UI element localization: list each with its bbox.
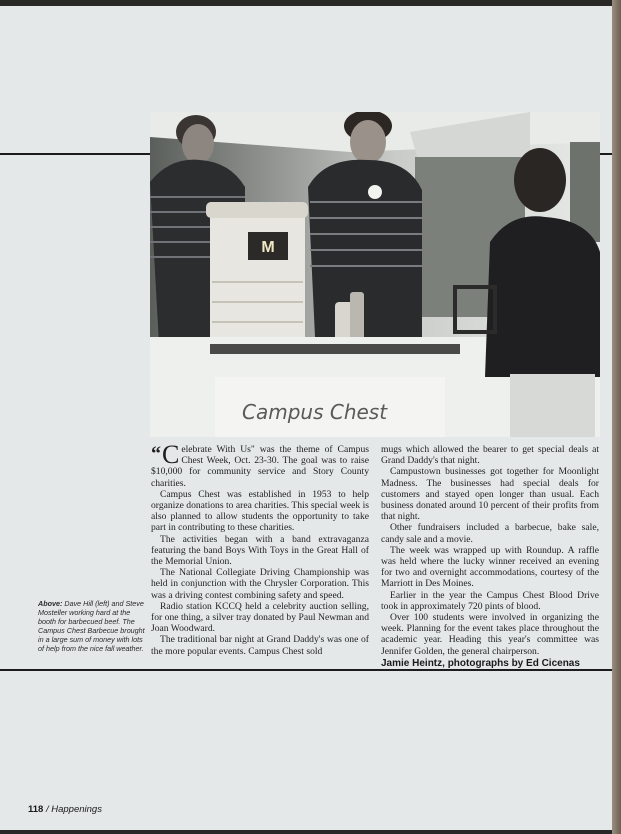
page-edge (612, 0, 621, 834)
article-paragraph: Campus Chest was established in 1953 to help organize donations to area charities. This special week is also planned to allow students the opportunity to take part in contributing to these charities. (151, 488, 369, 534)
article-paragraph: Radio station KCCQ held a celebrity auction selling, for one thing, a silver tray donated by Paul Newman and Joan Woodward. (151, 600, 369, 635)
article-paragraph: Over 100 students were involved in organizing the week. Planning for the event takes place throughout the academic year. Heading this year's committee was Jennifer Golden, the general chairperson. (381, 612, 599, 657)
article-paragraph: Campustown businesses got together for Moonlight Madness. The businesses had special deals for customers and stayed open longer than usual. Each business donated around 10 percent of their profits from that night. (381, 466, 599, 523)
article-paragraph: Earlier in the year the Campus Chest Blood Drive took in approximately 720 pints of blood. (381, 589, 599, 612)
article-paragraph: mugs which allowed the bearer to get special deals at Grand Daddy's that night. (381, 444, 599, 467)
article-paragraph: Other fundraisers included a barbecue, bake sale, candy sale and a movie. (381, 522, 599, 545)
photo-sign-text: Campus Chest (242, 400, 388, 424)
page-folio (28, 804, 102, 815)
dropcap-letter: C (162, 440, 180, 469)
section-name: Happenings (51, 804, 102, 815)
caption-text: Dave Hill (left) and Steve Mosteller working hard at the booth for barbecued beef. The Campus Chest Barbecue brought in a large sum of money with lots of help from the nice fall weather. (38, 599, 145, 653)
opening-quote-mark: “ (151, 443, 161, 465)
magazine-page (0, 6, 612, 830)
top-rule-right (600, 153, 612, 155)
article-paragraph: The traditional bar night at Grand Daddy's was one of the more popular events. Campus Chest sold (151, 634, 369, 657)
article-paragraph: The activities began with a band extravaganza featuring the band Boys With Toys in the Great Hall of the Memorial Union. (151, 533, 369, 568)
article-column-right (381, 444, 599, 657)
booth-photo (150, 112, 600, 437)
article-column-left (151, 440, 369, 657)
article-text: elebrate With Us" was the theme of Campus Chest Week, Oct. 23-30. The goal was to raise $10,000 for community service and Story County charities. (151, 444, 369, 489)
folio-separator: / (43, 804, 52, 815)
booth-photo-illustration (150, 112, 600, 437)
caption-lead: Above: (38, 599, 63, 608)
article-paragraph: The week was wrapped up with Roundup. A raffle was held where the lucky winner received an evening for two and overnight accommodations, courtesy of the Marriott in Des Moines. (381, 544, 599, 590)
top-rule-left (0, 153, 150, 155)
photo-caption (38, 599, 146, 653)
article-paragraph: The National Collegiate Driving Championship was held in conjunction with the Chrysler Corporation. This was a driving contest combining safety and speed. (151, 567, 369, 601)
svg-text:M: M (261, 239, 275, 256)
article-paragraph (151, 440, 369, 489)
page-number: 118 (28, 804, 44, 815)
byline: Jamie Heintz, photographs by Ed Cicenas (381, 658, 580, 669)
bottom-rule (0, 669, 612, 671)
